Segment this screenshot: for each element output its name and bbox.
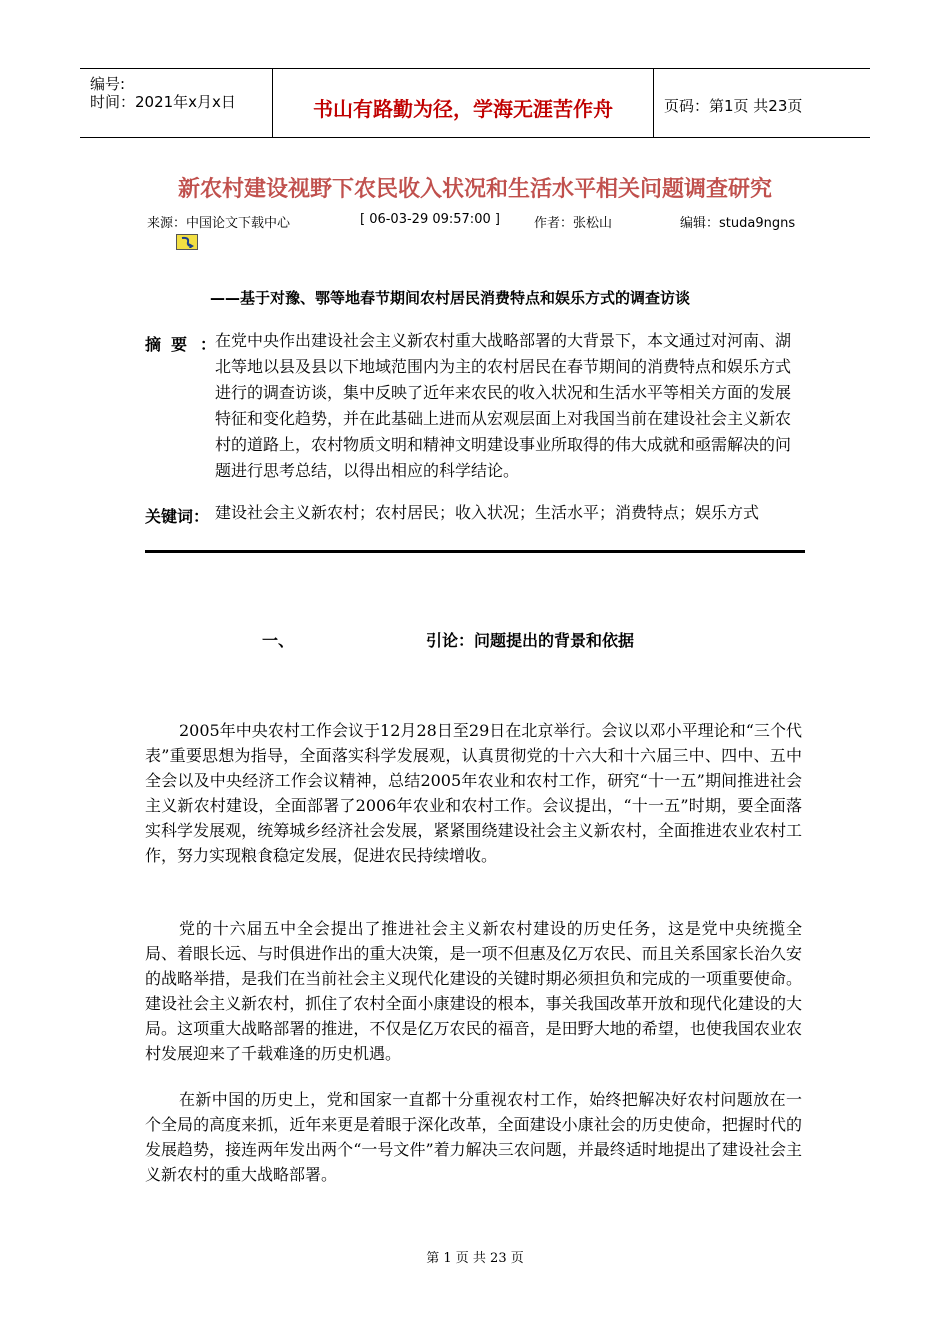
article-subtitle: ——基于对豫、鄂等地春节期间农村居民消费特点和娱乐方式的调查访谈 (210, 289, 691, 307)
article-title: 新农村建设视野下农民收入状况和生活水平相关问题调查研究 (177, 177, 772, 202)
section-title: 引论：问题提出的背景和依据 (426, 631, 635, 650)
time-label: 时间：2021年x月x日 (90, 93, 236, 111)
paragraph: 党的十六届五中全会提出了推进社会主义新农村建设的历史任务，这是党中央统揽全局、着眼长远、与时俱进作出的重大决策，是一项不但惠及亿万农民、而且关系国家长治久安的战略举措，是我们在当前社会主义现代化建设的关键时期必须担负和完成的一项重要使命。建设社会主义新农村，抓住了农村全面小康建设的根本，事关我国改革开放和现代化建设的大局。这项重大战略部署的推进，不仅是亿万农民的福音，是田野大地的希望，也使我国农业农村发展迎来了千载难逢的历史机遇。 (145, 919, 802, 1063)
article-source: 来源：中国论文下载中心 (147, 216, 291, 231)
header-info-cell (80, 69, 273, 137)
number-label: 编号: (90, 75, 126, 93)
abstract-label: 摘要 (145, 335, 198, 354)
article-editor (680, 212, 795, 231)
section-number: 一、 (262, 631, 295, 650)
editor-name: studa9ngns (719, 216, 796, 231)
article-author: 作者：张松山 (534, 216, 613, 231)
arrow-icon[interactable] (176, 234, 198, 250)
paragraph: 2005年中央农村工作会议于12月28日至29日在北京举行。会议以邓小平理论和“三个代表”重要思想为指导，全面落实科学发展观，认真贯彻党的十六大和十六届三中、四中、五中全会以及中央经济工作会议精神，总结2005年农业和农村工作，研究“十一五”期间推进社会主义新农村建设，全面部署了2006年农业和农村工作。会议提出，“十一五”时期，要全面落实科学发展观，统筹城乡经济社会发展，紧紧围绕建设社会主义新农村，全面推进农业农村工作，努力实现粮食稳定发展，促进农民持续增收。 (145, 721, 802, 865)
paragraph: 在新中国的历史上，党和国家一直都十分重视农村工作，始终把解决好农村问题放在一个全局的高度来抓，近年来更是着眼于深化改革，全面建设小康社会的历史使命，把握时代的发展趋势，接连两年发出两个“一号文件”着力解决三农问题，并最终适时地提出了建设社会主义新农村的重大战略部署。 (145, 1090, 802, 1184)
keywords-text: 建设社会主义新农村；农村居民；收入状况；生活水平；消费特点；娱乐方式 (215, 503, 760, 522)
page-header (80, 68, 870, 138)
abstract-text: 在党中央作出建设社会主义新农村重大战略部署的大背景下，本文通过对河南、湖北等地以县及县以下地域范围内为主的农村居民在春节期间的消费特点和娱乐方式进行的调查访谈，集中反映了近年来农民的收入状况和生活水平等相关方面的发展特征和变化趋势，并在此基础上进而从宏观层面上对我国当前在建设社会主义新农村的道路上，农村物质文明和精神文明建设事业所取得的伟大成就和亟需解决的问题进行思考总结，以得出相应的科学结论。 (215, 331, 792, 480)
article-datetime: [ 06-03-29 09:57:00 ] (360, 212, 500, 227)
motto: 书山有路勤为径，学海无涯苦作舟 (313, 97, 613, 121)
abstract-colon: ： (200, 335, 217, 354)
keywords-label: 关键词： (145, 507, 210, 526)
divider (145, 550, 805, 553)
header-page-cell (654, 69, 870, 137)
header-motto-cell (273, 69, 654, 137)
page-info: 页码：第1页 共23页 (664, 97, 803, 115)
page-footer: 第 1 页 共 23 页 (426, 1251, 524, 1266)
editor-label: 编辑： (680, 216, 720, 231)
